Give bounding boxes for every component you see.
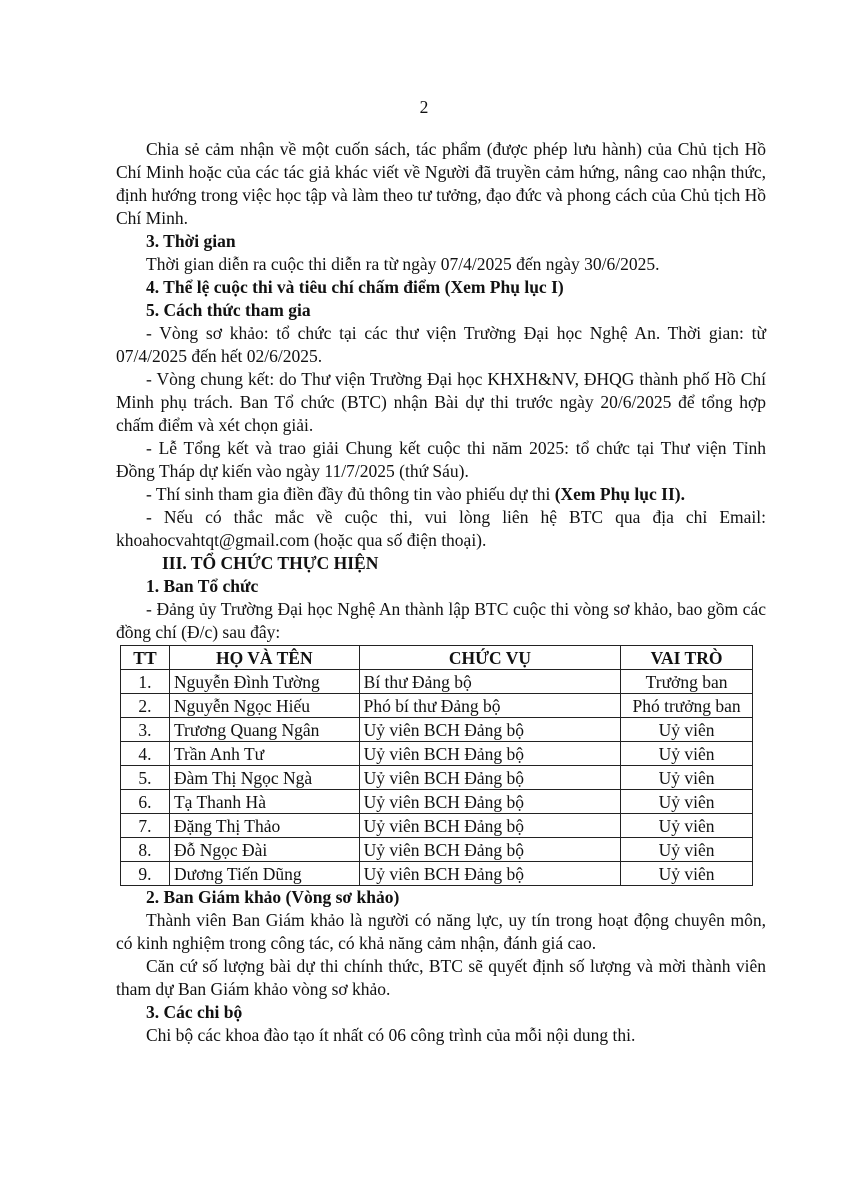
column-header: VAI TRÒ [621,646,753,670]
row-index: 8. [121,838,170,862]
intro-paragraph: Chia sẻ cảm nhận về một cuốn sách, tác phẩm (được phép lưu hành) của Chủ tịch Hồ Chí Minh hoặc của các tác giả khác viết về Người đã truyền cảm hứng, nâng cao nhận thức, định hướng trong việc học tập và làm theo tư tưởng, đạo đức và phong cách của Chủ tịch Hồ Chí Minh. [116,139,766,228]
committee-table [120,645,753,886]
column-header: CHỨC VỤ [359,646,621,670]
row-index: 9. [121,862,170,886]
jury-heading: 2. Ban Giám khảo (Vòng sơ khảo) [146,887,400,907]
section-5-item: - Lễ Tổng kết và trao giải Chung kết cuộc thi năm 2025: tổ chức tại Thư viện Tỉnh Đồng Tháp dự kiến vào ngày 11/7/2025 (thứ Sáu). [116,438,766,481]
member-name: Tạ Thanh Hà [169,790,359,814]
member-role: Uỷ viên [621,862,753,886]
member-position: Uỷ viên BCH Đảng bộ [359,766,621,790]
section-5-item: - Nếu có thắc mắc về cuộc thi, vui lòng liên hệ BTC qua địa chỉ Email: khoahocvahtqt@gmail.com (hoặc qua số điện thoại). [116,507,766,550]
part-3-heading: III. TỔ CHỨC THỰC HIỆN [162,553,379,573]
member-role: Uỷ viên [621,718,753,742]
organizing-committee-heading: 1. Ban Tổ chức [146,576,259,596]
section-5-item [116,483,766,506]
table-row [121,814,753,838]
row-index: 3. [121,718,170,742]
table-row [121,790,753,814]
member-role: Uỷ viên [621,766,753,790]
member-position: Phó bí thư Đảng bộ [359,694,621,718]
row-index: 5. [121,766,170,790]
member-role: Trưởng ban [621,670,753,694]
table-row [121,838,753,862]
member-name: Dương Tiến Dũng [169,862,359,886]
member-role: Uỷ viên [621,790,753,814]
member-position: Uỷ viên BCH Đảng bộ [359,862,621,886]
section-5-item: - Vòng sơ khảo: tổ chức tại các thư viện Trường Đại học Nghệ An. Thời gian: từ 07/4/2025 đến hết 02/6/2025. [116,323,766,366]
section-4-heading: 4. Thể lệ cuộc thi và tiêu chí chấm điểm (Xem Phụ lục I) [146,277,564,297]
table-row [121,718,753,742]
party-cells-text: Chi bộ các khoa đào tạo ít nhất có 06 công trình của mỗi nội dung thi. [146,1025,636,1045]
table-row [121,742,753,766]
column-header: TT [121,646,170,670]
member-role: Uỷ viên [621,838,753,862]
table-header-row [121,646,753,670]
member-role: Uỷ viên [621,742,753,766]
member-name: Nguyễn Ngọc Hiếu [169,694,359,718]
member-position: Uỷ viên BCH Đảng bộ [359,838,621,862]
table-row [121,670,753,694]
party-cells-heading: 3. Các chi bộ [146,1002,243,1022]
section-5-heading: 5. Cách thức tham gia [146,300,311,320]
member-name: Đàm Thị Ngọc Ngà [169,766,359,790]
member-role: Uỷ viên [621,814,753,838]
member-position: Uỷ viên BCH Đảng bộ [359,718,621,742]
member-name: Trương Quang Ngân [169,718,359,742]
table-row [121,862,753,886]
row-index: 6. [121,790,170,814]
member-name: Trần Anh Tư [169,742,359,766]
section-3-heading: 3. Thời gian [146,231,236,251]
section-5-item: - Vòng chung kết: do Thư viện Trường Đại học KHXH&NV, ĐHQG thành phố Hồ Chí Minh phụ trách. Ban Tổ chức (BTC) nhận Bài dự thi trước ngày 20/6/2025 để tổng hợp chấm điểm và xét chọn giải. [116,369,766,435]
member-role: Phó trưởng ban [621,694,753,718]
member-position: Uỷ viên BCH Đảng bộ [359,814,621,838]
table-row [121,766,753,790]
row-index: 7. [121,814,170,838]
member-position: Uỷ viên BCH Đảng bộ [359,790,621,814]
item-text: - Thí sinh tham gia điền đầy đủ thông tin vào phiếu dự thi [146,484,555,504]
row-index: 1. [121,670,170,694]
section-3-text: Thời gian diễn ra cuộc thi diễn ra từ ngày 07/4/2025 đến ngày 30/6/2025. [146,254,660,274]
member-name: Nguyễn Đình Tường [169,670,359,694]
organizing-committee-text: - Đảng ủy Trường Đại học Nghệ An thành lập BTC cuộc thi vòng sơ khảo, bao gồm các đồng chí (Đ/c) sau đây: [116,599,766,642]
page-number: 2 [419,97,429,117]
jury-paragraph: Thành viên Ban Giám khảo là người có năng lực, uy tín trong hoạt động chuyên môn, có kinh nghiệm trong công tác, có khả năng cảm nhận, đánh giá cao. [116,910,766,953]
table-row [121,694,753,718]
member-position: Bí thư Đảng bộ [359,670,621,694]
column-header: HỌ VÀ TÊN [169,646,359,670]
member-name: Đặng Thị Thảo [169,814,359,838]
appendix-reference: (Xem Phụ lục II). [554,484,685,504]
member-position: Uỷ viên BCH Đảng bộ [359,742,621,766]
row-index: 2. [121,694,170,718]
member-name: Đỗ Ngọc Đài [169,838,359,862]
document-body [116,138,766,1047]
row-index: 4. [121,742,170,766]
jury-paragraph: Căn cứ số lượng bài dự thi chính thức, BTC sẽ quyết định số lượng và mời thành viên tham dự Ban Giám khảo vòng sơ khảo. [116,956,766,999]
